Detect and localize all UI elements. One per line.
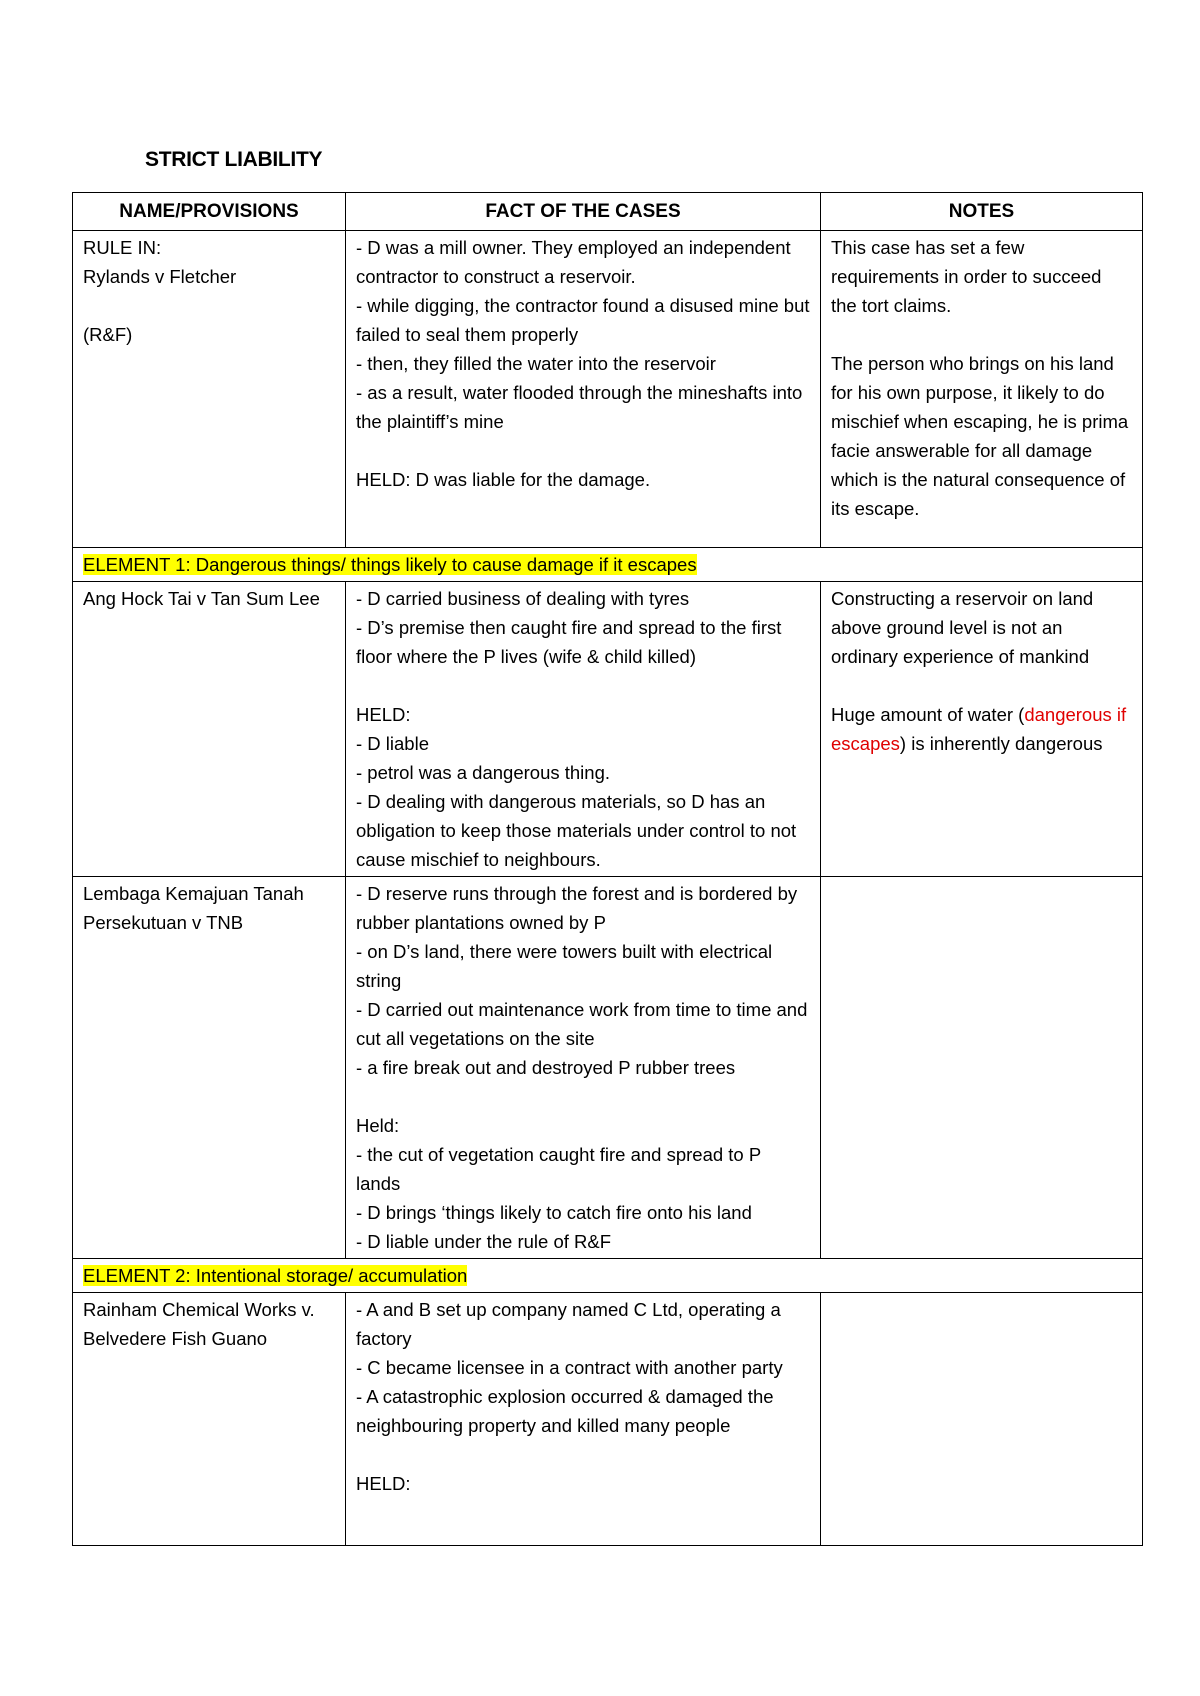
case-notes-cell — [821, 231, 1143, 548]
case-name-line: (R&F) — [83, 324, 133, 345]
case-facts-cell — [346, 1293, 821, 1546]
cases-table — [72, 192, 1143, 1546]
note-paragraph: This case has set a few requirements in order to succeed the tort claims. — [831, 237, 1102, 316]
note-red-text: dangerous if escapes — [831, 704, 1127, 754]
table-row — [73, 231, 1143, 548]
held-line: Held: — [356, 1115, 400, 1136]
element-label: ELEMENT 1: — [83, 554, 191, 575]
case-name-line: Rainham Chemical Works v. Belvedere Fish Guano — [83, 1299, 315, 1349]
case-name-cell — [73, 231, 346, 548]
case-name-line: RULE IN: — [83, 237, 162, 258]
note-paragraph: Constructing a reservoir on land above ground level is not an ordinary experience of mankind — [831, 588, 1094, 667]
fact-line: - on D’s land, there were towers built with electrical string — [356, 941, 773, 991]
fact-line: - petrol was a dangerous thing. — [356, 762, 611, 783]
header-fact-of-cases: FACT OF THE CASES — [346, 193, 821, 231]
table-row — [73, 582, 1143, 877]
element-row — [73, 1259, 1143, 1293]
note-paragraph: The person who brings on his land for his own purpose, it likely to do mischief when escaping, he is prima facie answerable for all damage which is the natural consequence of its escape. — [831, 353, 1129, 519]
case-name-cell — [73, 582, 346, 877]
case-notes-cell — [821, 1293, 1143, 1546]
table-row — [73, 1293, 1143, 1546]
element-heading — [83, 554, 697, 575]
header-row — [73, 193, 1143, 231]
spacer — [831, 671, 1132, 700]
fact-line: - D dealing with dangerous materials, so D has an obligation to keep those materials under control to not cause mischief to neighbours. — [356, 791, 797, 870]
element-row — [73, 548, 1143, 582]
case-name-cell — [73, 877, 346, 1259]
fact-line: - a fire break out and destroyed P rubber trees — [356, 1057, 736, 1078]
held-line: HELD: — [356, 704, 411, 725]
held-line: HELD: — [356, 1473, 411, 1494]
page-title: STRICT LIABILITY — [145, 148, 323, 171]
fact-line: - D reserve runs through the forest and is bordered by rubber plantations owned by P — [356, 883, 798, 933]
table-row — [73, 877, 1143, 1259]
element-heading — [83, 1265, 467, 1286]
fact-line: - A catastrophic explosion occurred & damaged the neighbouring property and killed many people — [356, 1386, 774, 1436]
fact-line: - D was a mill owner. They employed an independent contractor to construct a reservoir. — [356, 237, 791, 287]
fact-line: - D liable under the rule of R&F — [356, 1231, 612, 1252]
element-text: Intentional storage/ accumulation — [190, 1265, 468, 1286]
case-notes-cell — [821, 582, 1143, 877]
fact-line: - D’s premise then caught fire and spread to the first floor where the P lives (wife & child killed) — [356, 617, 782, 667]
case-facts-cell — [346, 582, 821, 877]
case-name-cell — [73, 1293, 346, 1546]
fact-line: - C became licensee in a contract with another party — [356, 1357, 783, 1378]
fact-line: - D carried business of dealing with tyres — [356, 588, 690, 609]
held-line: HELD: D was liable for the damage. — [356, 469, 651, 490]
case-facts-cell — [346, 877, 821, 1259]
case-notes-cell — [821, 877, 1143, 1259]
spacer — [356, 671, 810, 700]
header-notes: NOTES — [821, 193, 1143, 231]
note-paragraph — [831, 700, 1132, 758]
case-name-line: Lembaga Kemajuan Tanah Persekutuan v TNB — [83, 883, 304, 933]
spacer — [356, 1082, 810, 1111]
element-text: Dangerous things/ things likely to cause damage if it escapes — [190, 554, 697, 575]
spacer — [356, 436, 810, 465]
element-label: ELEMENT 2: — [83, 1265, 191, 1286]
fact-line: - D brings ‘things likely to catch fire onto his land — [356, 1202, 752, 1223]
element-heading-cell — [73, 1259, 1143, 1293]
fact-line: - D liable — [356, 733, 429, 754]
fact-line: - as a result, water flooded through the mineshafts into the plaintiff’s mine — [356, 382, 803, 432]
element-heading-cell — [73, 548, 1143, 582]
note-text: ) is inherently dangerous — [899, 733, 1103, 754]
fact-line: - the cut of vegetation caught fire and spread to P lands — [356, 1144, 761, 1194]
case-facts-cell — [346, 231, 821, 548]
fact-line: - then, they filled the water into the reservoir — [356, 353, 716, 374]
fact-line: - while digging, the contractor found a disused mine but failed to seal them properly — [356, 295, 810, 345]
spacer — [356, 1440, 810, 1469]
header-name-provisions: NAME/PROVISIONS — [73, 193, 346, 231]
case-name-line: Rylands v Fletcher — [83, 266, 237, 287]
case-name-line: Ang Hock Tai v Tan Sum Lee — [83, 588, 320, 609]
spacer — [83, 291, 335, 320]
fact-line: - D carried out maintenance work from time to time and cut all vegetations on the site — [356, 999, 808, 1049]
spacer — [831, 320, 1132, 349]
fact-line: - A and B set up company named C Ltd, operating a factory — [356, 1299, 781, 1349]
note-text: Huge amount of water ( — [831, 704, 1025, 725]
